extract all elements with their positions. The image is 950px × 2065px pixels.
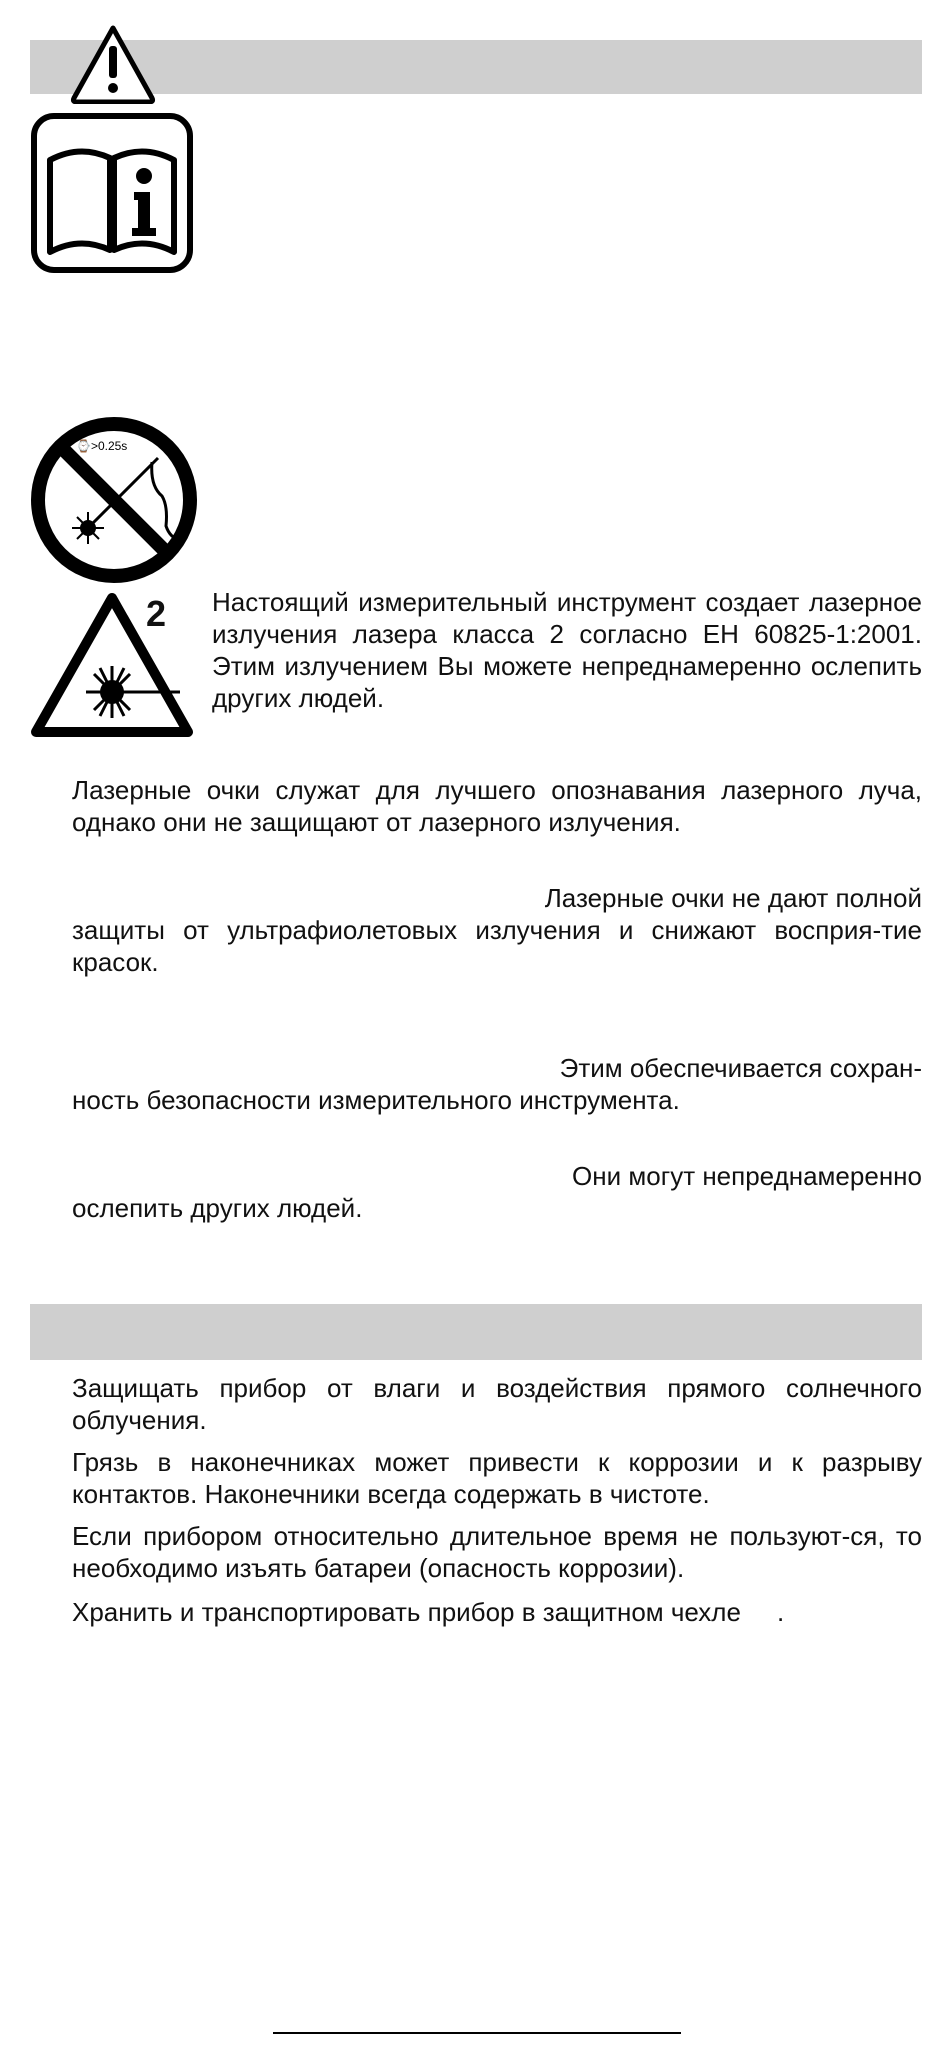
section-header-band-maintenance (30, 1304, 922, 1360)
maintenance-paragraph-storage: Хранить и транспортировать прибор в защитном чехле . (72, 1597, 785, 1627)
laser-class-number: 2 (146, 593, 167, 634)
goggles-uv-line1: Лазерные очки не дают полной (544, 883, 922, 913)
maintenance-paragraph-moisture: Защищать прибор от влаги и воздействия прямого солнечного облучения. (72, 1373, 922, 1435)
read-manual-icon (30, 112, 194, 274)
laser-warning-icon (30, 592, 194, 738)
laser-class-paragraph: Настоящий измерительный инструмент создает лазерное излучения лазера класса 2 согласно ЕН 60825-1:2001. Этим излучением Вы можете непреднамеренно ослепить других людей. (212, 587, 922, 713)
do-not-stare-into-beam-icon (30, 416, 198, 584)
repair-line1: Этим обеспечивается сохран- (559, 1053, 922, 1083)
maintenance-paragraph-batteries: Если прибором относительно длительное время не пользуют-ся, то необходимо изъять батареи (опасность коррозии). (72, 1521, 922, 1583)
footer-rule (273, 2032, 681, 2034)
maintenance-paragraph-contacts: Грязь в наконечниках может привести к коррозии и к разрыву контактов. Наконечники всегда содержать в чистоте. (72, 1447, 922, 1509)
children-rest: ослепить других людей. (72, 1193, 363, 1223)
section-header-band-safety (30, 40, 922, 94)
goggles-uv-rest: защиты от ультрафиолетовых излучения и снижают восприя-тие красок. (72, 915, 922, 977)
children-line1: Они могут непреднамеренно (572, 1161, 922, 1191)
laser-exposure-time-label: ⌚>0.25s (76, 439, 128, 453)
laser-goggles-paragraph: Лазерные очки служат для лучшего опознавания лазерного луча, однако они не защищают от лазерного излучения. (72, 775, 922, 837)
warning-triangle-icon (70, 24, 156, 104)
repair-rest: ность безопасности измерительного инструмента. (72, 1085, 680, 1115)
